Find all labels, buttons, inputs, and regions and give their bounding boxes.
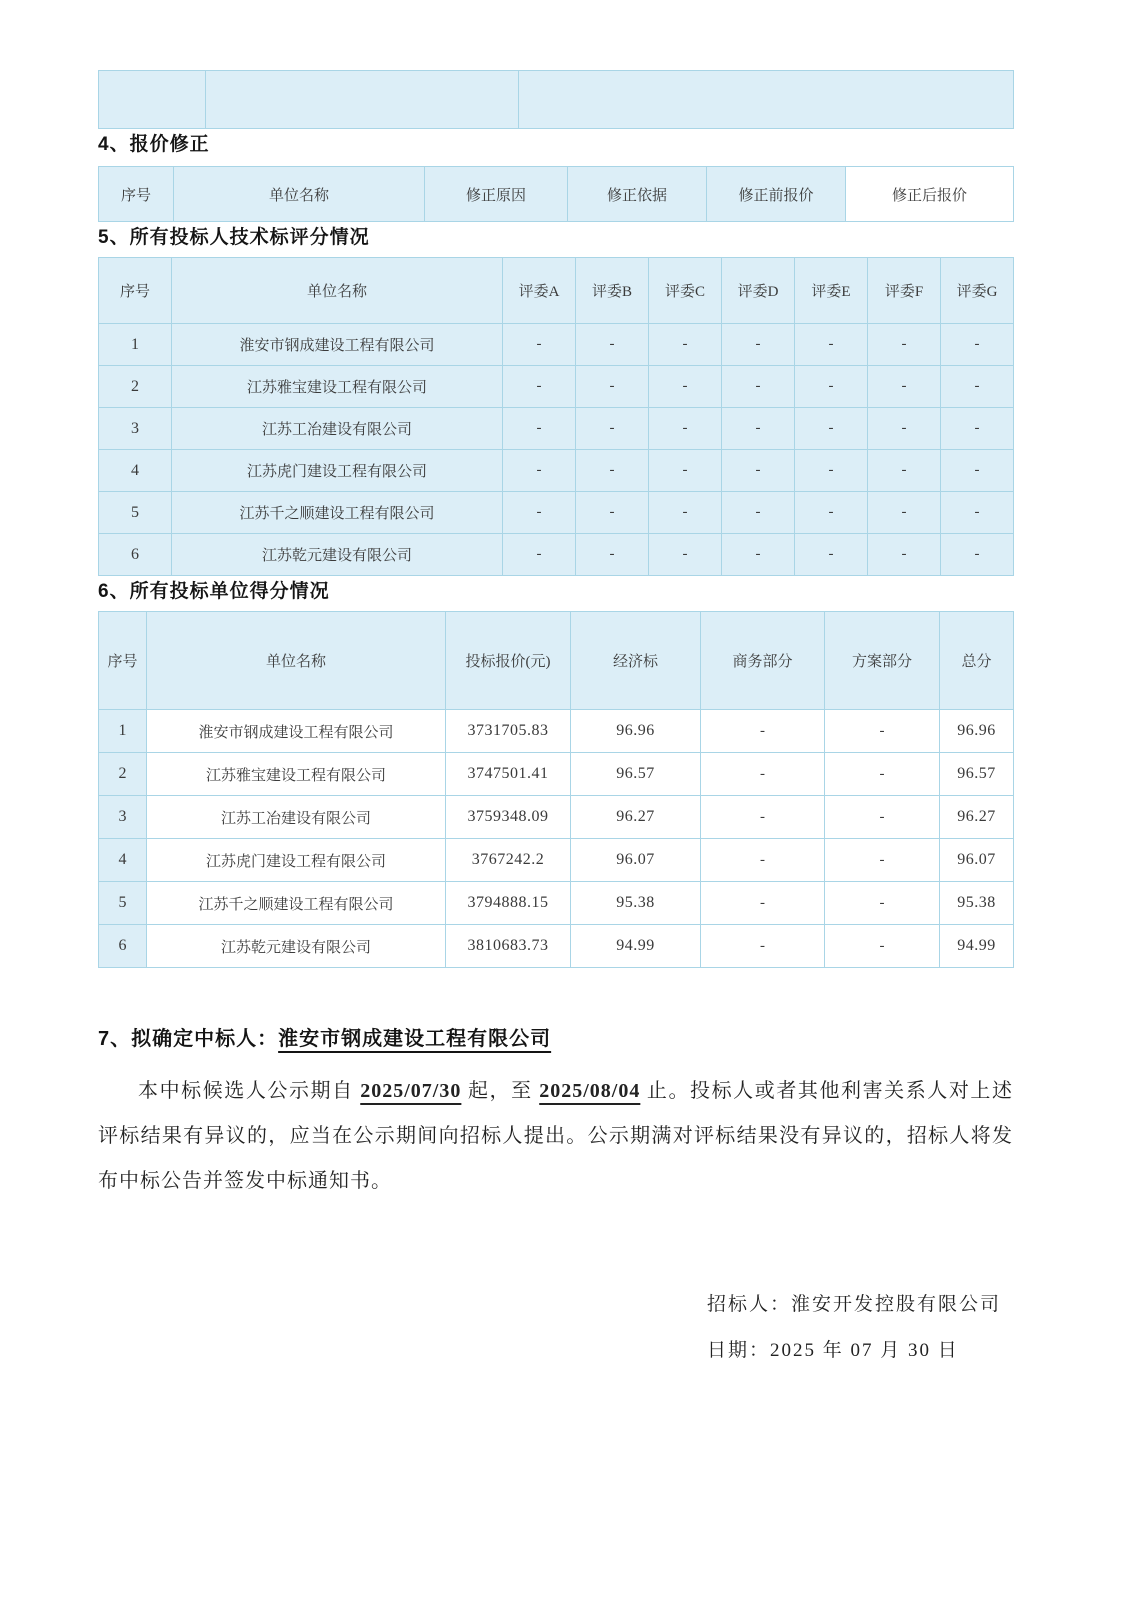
cell: 3731705.83 <box>446 710 571 753</box>
cell: - <box>795 408 868 450</box>
cell: - <box>941 450 1014 492</box>
table-row <box>99 408 1014 450</box>
cell: 江苏雅宝建设工程有限公司 <box>147 753 446 796</box>
cell: - <box>722 492 795 534</box>
cell: - <box>722 408 795 450</box>
header-cell: 序号 <box>99 167 174 222</box>
cell: - <box>941 324 1014 366</box>
document-content <box>98 70 1013 1374</box>
header-cell: 修正依据 <box>568 167 707 222</box>
header-cell: 评委A <box>503 258 576 324</box>
table-row <box>99 753 1014 796</box>
cell: - <box>868 408 941 450</box>
cell: 3 <box>99 408 172 450</box>
cell: - <box>722 534 795 576</box>
cell: - <box>795 366 868 408</box>
publicity-end-date: 2025/08/04 <box>539 1080 641 1102</box>
cell: - <box>722 324 795 366</box>
table-row <box>99 710 1014 753</box>
section7-label: 7、拟确定中标人： <box>98 1028 279 1050</box>
date-line: 日期：2025 年 07 月 30 日 <box>707 1340 959 1361</box>
cell: - <box>825 796 940 839</box>
section6-heading: 6、所有投标单位得分情况 <box>98 581 330 602</box>
header-cell: 商务部分 <box>701 612 825 710</box>
cell: - <box>795 534 868 576</box>
cell: - <box>722 366 795 408</box>
cell: - <box>941 492 1014 534</box>
paragraph-text: 本中标候选人公示期自 <box>138 1080 361 1102</box>
cell: 江苏千之顺建设工程有限公司 <box>172 492 503 534</box>
cell: - <box>825 839 940 882</box>
cell: - <box>649 450 722 492</box>
header-cell: 序号 <box>99 258 172 324</box>
cell: 3767242.2 <box>446 839 571 882</box>
cell: - <box>868 324 941 366</box>
table-row <box>99 925 1014 968</box>
cell: - <box>503 534 576 576</box>
paragraph-text: 起，至 <box>461 1080 540 1102</box>
cell: 1 <box>99 710 147 753</box>
cell <box>206 71 519 129</box>
total-score-table <box>98 611 1014 968</box>
header-cell: 评委C <box>649 258 722 324</box>
paragraph-text: 止。投标人或者其他利害关系人对上述评标结果有异议的，应当在公示期间向招标人提出。公示期满对评标结果没有异议的，招标人将发布中标公告并签发中标通知书。 <box>98 1080 1014 1192</box>
header-cell: 单位名称 <box>147 612 446 710</box>
price-correction-table <box>98 166 1014 222</box>
table-header-row <box>99 167 1014 222</box>
header-cell: 修正后报价 <box>846 167 1014 222</box>
cell: 3747501.41 <box>446 753 571 796</box>
cell: - <box>576 450 649 492</box>
winner-name: 淮安市钢成建设工程有限公司 <box>278 1028 552 1050</box>
cell: - <box>503 366 576 408</box>
cell: 江苏千之顺建设工程有限公司 <box>147 882 446 925</box>
announcement-paragraph <box>98 1069 1013 1204</box>
header-cell: 评委G <box>941 258 1014 324</box>
cell: - <box>576 408 649 450</box>
table-row <box>99 366 1014 408</box>
table-row <box>99 882 1014 925</box>
cell: - <box>576 534 649 576</box>
cell: - <box>701 796 825 839</box>
cell: - <box>649 534 722 576</box>
cell: 95.38 <box>940 882 1014 925</box>
cell: 淮安市钢成建设工程有限公司 <box>147 710 446 753</box>
header-cell: 序号 <box>99 612 147 710</box>
header-cell: 评委B <box>576 258 649 324</box>
cell: - <box>576 324 649 366</box>
tenderer-line: 招标人：淮安开发控股有限公司 <box>707 1294 1002 1315</box>
cell: 江苏工冶建设有限公司 <box>147 796 446 839</box>
cell <box>99 71 206 129</box>
cell: - <box>868 492 941 534</box>
cell: 江苏工冶建设有限公司 <box>172 408 503 450</box>
cell: 96.57 <box>571 753 701 796</box>
cell: 1 <box>99 324 172 366</box>
signature-block <box>707 1282 1013 1374</box>
cell <box>519 71 1014 129</box>
cell: - <box>701 882 825 925</box>
cell: - <box>701 925 825 968</box>
cell: 2 <box>99 366 172 408</box>
cell: - <box>503 324 576 366</box>
cell: - <box>868 366 941 408</box>
header-cell: 评委E <box>795 258 868 324</box>
cell: 94.99 <box>571 925 701 968</box>
cell: 96.07 <box>571 839 701 882</box>
table-row <box>99 796 1014 839</box>
cell: 江苏虎门建设工程有限公司 <box>172 450 503 492</box>
table-row <box>99 839 1014 882</box>
cell: 6 <box>99 925 147 968</box>
cell: - <box>941 366 1014 408</box>
cell: 5 <box>99 492 172 534</box>
section5-heading: 5、所有投标人技术标评分情况 <box>98 227 370 248</box>
cell: - <box>701 710 825 753</box>
table-row <box>99 534 1014 576</box>
cell: - <box>825 710 940 753</box>
cell: 95.38 <box>571 882 701 925</box>
cell: 96.96 <box>940 710 1014 753</box>
header-cell: 单位名称 <box>172 258 503 324</box>
cell: - <box>649 408 722 450</box>
header-cell: 单位名称 <box>174 167 425 222</box>
cell: - <box>576 366 649 408</box>
cell: - <box>649 492 722 534</box>
cell: 江苏雅宝建设工程有限公司 <box>172 366 503 408</box>
cell: - <box>825 753 940 796</box>
cell: 94.99 <box>940 925 1014 968</box>
cell: 3810683.73 <box>446 925 571 968</box>
cell: - <box>722 450 795 492</box>
cell: 5 <box>99 882 147 925</box>
publicity-start-date: 2025/07/30 <box>360 1080 462 1102</box>
table-row <box>99 324 1014 366</box>
cell: - <box>868 450 941 492</box>
cell: 96.07 <box>940 839 1014 882</box>
cell: - <box>795 492 868 534</box>
cell: - <box>701 839 825 882</box>
cell: - <box>576 492 649 534</box>
cell: 4 <box>99 450 172 492</box>
cell: - <box>701 753 825 796</box>
header-cell: 修正原因 <box>425 167 568 222</box>
cell: - <box>503 408 576 450</box>
cell: - <box>941 534 1014 576</box>
cell: 江苏虎门建设工程有限公司 <box>147 839 446 882</box>
cell: - <box>825 882 940 925</box>
table-row <box>99 450 1014 492</box>
cell: 3759348.09 <box>446 796 571 839</box>
header-cell: 评委D <box>722 258 795 324</box>
table-row <box>99 492 1014 534</box>
cell: 江苏乾元建设有限公司 <box>147 925 446 968</box>
tech-score-table <box>98 257 1014 576</box>
header-cell: 评委F <box>868 258 941 324</box>
cell: 4 <box>99 839 147 882</box>
cell: - <box>649 324 722 366</box>
section7-heading <box>98 1022 1013 1051</box>
cell: - <box>503 492 576 534</box>
cell: - <box>649 366 722 408</box>
cell: 96.27 <box>571 796 701 839</box>
header-cell: 投标报价(元) <box>446 612 571 710</box>
cell: - <box>795 324 868 366</box>
cell: 2 <box>99 753 147 796</box>
cell: 淮安市钢成建设工程有限公司 <box>172 324 503 366</box>
cell: - <box>868 534 941 576</box>
cell: - <box>503 450 576 492</box>
cell: 6 <box>99 534 172 576</box>
header-cell: 修正前报价 <box>707 167 846 222</box>
cell: - <box>795 450 868 492</box>
cell: 3794888.15 <box>446 882 571 925</box>
cell: 96.27 <box>940 796 1014 839</box>
carryover-table <box>98 70 1014 129</box>
cell: 96.57 <box>940 753 1014 796</box>
table-header-row <box>99 258 1014 324</box>
table-row <box>99 71 1014 129</box>
cell: - <box>941 408 1014 450</box>
cell: 96.96 <box>571 710 701 753</box>
table-header-row <box>99 612 1014 710</box>
header-cell: 总分 <box>940 612 1014 710</box>
header-cell: 经济标 <box>571 612 701 710</box>
section4-heading: 4、报价修正 <box>98 134 210 155</box>
header-cell: 方案部分 <box>825 612 940 710</box>
cell: 江苏乾元建设有限公司 <box>172 534 503 576</box>
cell: - <box>825 925 940 968</box>
cell: 3 <box>99 796 147 839</box>
